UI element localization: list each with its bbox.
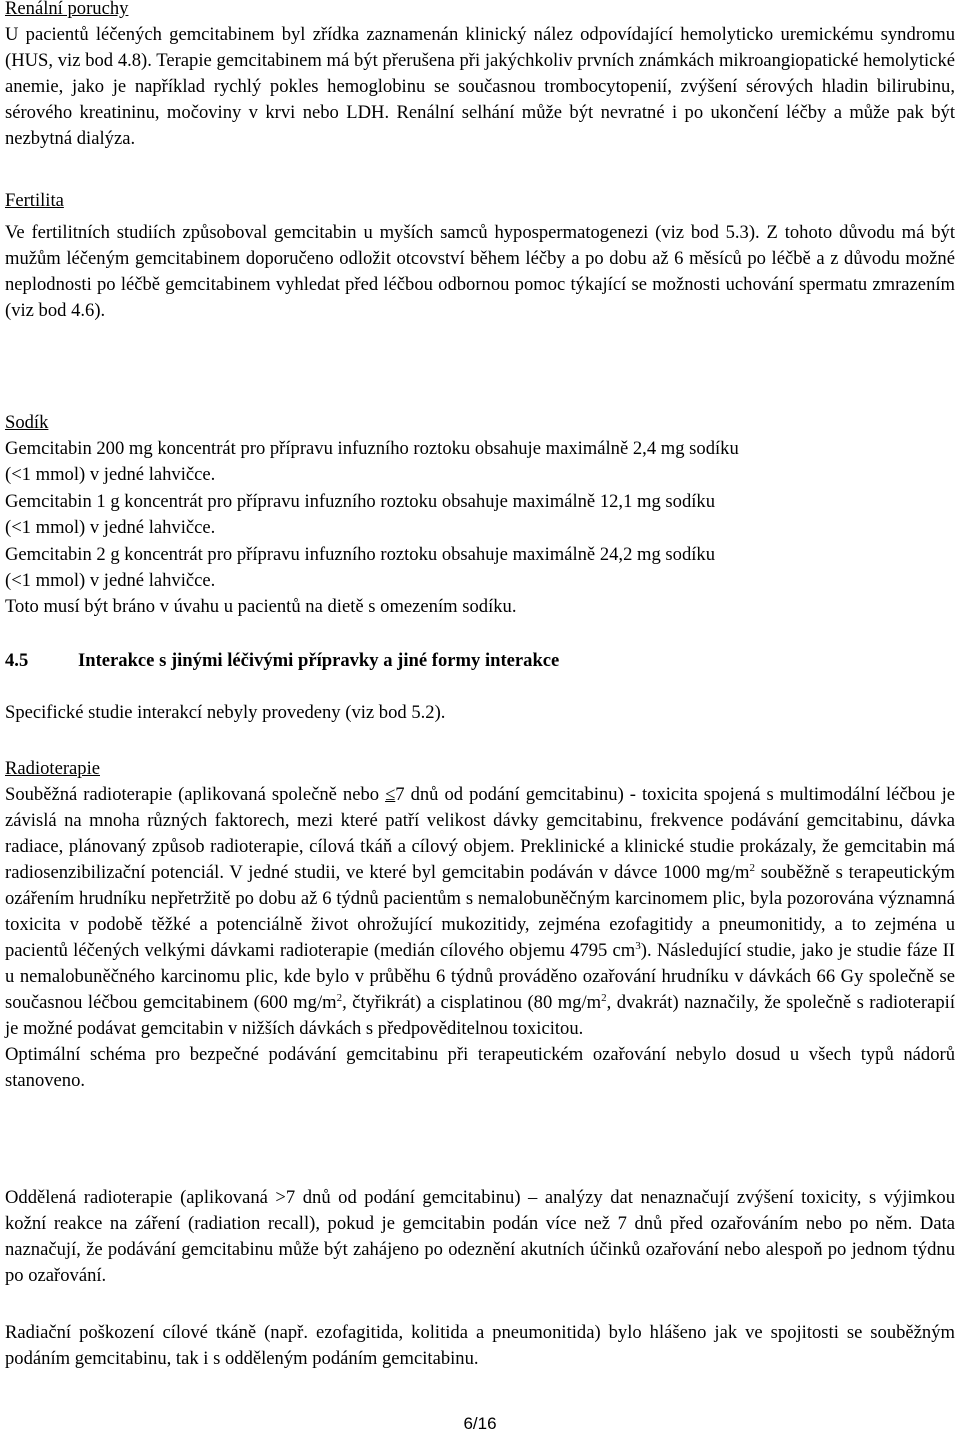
renal-paragraph: U pacientů léčených gemcitabinem byl zřídka zaznamenán klinický nález odpovídající hemolyticko uremickému syndromu (HUS, viz bod 4.8). Terapie gemcitabinem má být přerušena při jakýchkoliv prvních známkách mikroangiopatické hemolytické anemie, jako je například rychlý pokles hemoglobinu se současnou trombocytopenií, zvýšení sérových hladin bilirubinu, sérového kreatininu, močoviny v krvi nebo LDH. Renální selhání může být nevratné i po ukončení léčby a může pak být nezbytná dialýza. (5, 24, 955, 149)
sequential-radiotherapy-paragraph: Oddělená radioterapie (aplikovaná >7 dnů od podání gemcitabinu) – analýzy dat nenaznačují zvýšení toxicity, s výjimkou kožní reakce na záření (radiation recall), pokud je gemcitabin podán více než 7 dnů před ozařováním nebo po něm. Data naznačují, že podávání gemcitabinu může být zahájeno po odeznění akutních účinků ozařování nebo alespoň po jednom týdnu po ozařování. (5, 1187, 955, 1286)
concurrent-radiotherapy-paragraph: Souběžná radioterapie (aplikovaná společně nebo ≤7 dnů od podání gemcitabinu) - toxicita spojená s multimodální léčbou je závislá na mnoha různých faktorech, mezi které patří velikost dávky gemcitabinu, frekvence podávání gemcitabinu, dávka radiace, plánovaný způsob radioterapie, cílová tkáň a cílový objem. Preklinické a klinické studie prokázaly, že gemcitabin má radiosenzibilizační potenciál. V jedné studii, ve které byl gemcitabin podáván v dávce 1000 $mg/m^2$ souběžně s terapeutickým ozářením hrudníku nepřetržitě po dobu až 6 týdnů pacientům s nemalobuněčným karcinomem plic, byla pozorována významná toxicita v podobě těžké a potenciálně život ohrožující mukozitidy, zejména ezofagitidy a pneumonitidy, a to zejména u pacientů léčených velkými dávkami radioterapie (medián cílového objemu 4795 $cm^3$). Následující studie, jako je studie fáze II u nemalobuněčného karcinomu plic, kde bylo v průběhu 6 týdnů prováděno ozařování hrudníku v dávkách 66 Gy společně se současnou léčbou gemcitabinem (600 $mg/m^2$, čtyřikrát) a cisplatinou (80 $mg/m^2$, dvakrát) naznačily, že společně s radioterapií je možné podávat gemcitabin v nižších dávkách s předpověditelnou toxicitou. (5, 784, 955, 1039)
renal-section (5, 0, 955, 152)
sodium-line: (<1 mmol) v jedné lahvičce. (5, 570, 216, 591)
optimal-regimen-paragraph: Optimální schéma pro bezpečné podávání gemcitabinu při terapeutickém ozařování nebylo dosud u všech typů nádorů stanoveno. (5, 1044, 955, 1091)
sodium-line: Gemcitabin 1 g koncentrát pro přípravu infuzního roztoku obsahuje maximálně 12,1 mg sodíku (5, 491, 716, 512)
radiotherapy-section (5, 756, 955, 1094)
section-title: Interakce s jinými léčivými přípravky a jiné formy interakce (78, 650, 560, 671)
sodium-line: Gemcitabin 200 mg koncentrát pro přípravu infuzního roztoku obsahuje maximálně 2,4 mg sodíku (5, 438, 739, 459)
renal-heading: Renální poruchy (5, 0, 129, 19)
page-number: 6/16 (463, 1414, 497, 1433)
interactions-intro: Specifické studie interakcí nebyly provedeny (viz bod 5.2). (5, 702, 446, 723)
sodium-line: (<1 mmol) v jedné lahvičce. (5, 517, 216, 538)
radiotherapy-heading: Radioterapie (5, 758, 100, 779)
sodium-line: Gemcitabin 2 g koncentrát pro přípravu infuzního roztoku obsahuje maximálně 24,2 mg sodíku (5, 544, 716, 565)
fertility-paragraph: Ve fertilitních studiích způsoboval gemcitabin u myších samců hypospermatogenezi (viz bod 5.3). Z tohoto důvodu má být mužům léčeným gemcitabinem doporučeno odložit otcovství během léčby a po dobu až 6 měsíců po léčbě a z důvodu možné neplodnosti po léčbě gemcitabinem vyhledat před léčbou odbornou pomoc týkající se možnosti uchování spermatu zmrazením (viz bod 4.6). (5, 222, 955, 321)
radiation-injury (5, 1320, 955, 1372)
radiation-injury-paragraph: Radiační poškození cílové tkáně (např. ezofagitida, kolitida a pneumonitida) bylo hlášeno jak ve spojitosti se souběžným podáním gemcitabinu, tak i s odděleným podáním gemcitabinu. (5, 1322, 955, 1369)
sodium-heading: Sodík (5, 412, 49, 433)
section-4-5 (5, 648, 955, 726)
fertility-section (5, 188, 955, 324)
less-or-equal-symbol: ≤ (385, 784, 396, 805)
sequential-radiotherapy (5, 1185, 955, 1289)
section-number: 4.5 (5, 650, 29, 671)
sodium-line: Toto musí být bráno v úvahu u pacientů na dietě s omezením sodíku. (5, 596, 517, 617)
sodium-line: (<1 mmol) v jedné lahvičce. (5, 464, 216, 485)
section-4-5-heading (5, 648, 955, 674)
sodium-section (5, 410, 955, 620)
fertility-heading: Fertilita (5, 190, 64, 211)
